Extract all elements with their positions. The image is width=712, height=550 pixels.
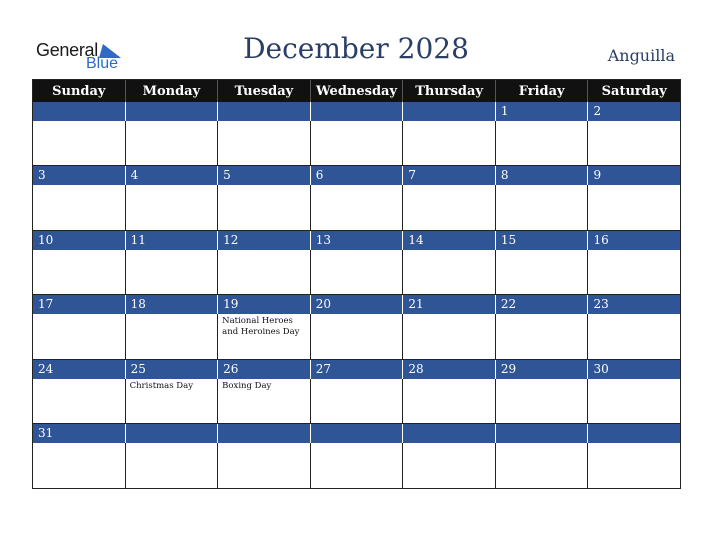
weekday-header-row [33, 80, 680, 102]
weekday-tuesday: Tuesday [217, 80, 310, 102]
day-number: 20 [310, 295, 403, 314]
week-row [33, 360, 680, 424]
day-cell [402, 250, 495, 294]
day-cell [402, 121, 495, 165]
day-number [217, 424, 310, 443]
day-cell [402, 379, 495, 423]
day-number: 22 [495, 295, 588, 314]
day-number: 12 [217, 231, 310, 250]
day-cell [125, 121, 218, 165]
day-number: 2 [587, 102, 680, 121]
day-cell [587, 314, 680, 358]
day-number [495, 424, 588, 443]
day-cell [125, 314, 218, 358]
calendar-grid [32, 79, 681, 489]
day-number [310, 102, 403, 121]
week-body [33, 250, 680, 295]
weekday-thursday: Thursday [402, 80, 495, 102]
day-cell [217, 185, 310, 229]
day-cell [495, 314, 588, 358]
day-number [402, 424, 495, 443]
day-cell [495, 379, 588, 423]
day-number: 3 [38, 168, 46, 183]
day-number: 1 [495, 102, 588, 121]
day-number: 21 [402, 295, 495, 314]
day-number: 27 [310, 360, 403, 379]
day-cell [402, 314, 495, 358]
day-cell [495, 185, 588, 229]
week-date-bar [33, 360, 680, 379]
weekday-monday: Monday [125, 80, 218, 102]
day-cell [310, 250, 403, 294]
day-number: 25 [125, 360, 218, 379]
day-number [33, 102, 125, 121]
day-cell: Christmas Day [125, 379, 218, 423]
day-cell [125, 443, 218, 488]
logo-word-blue: Blue [86, 55, 119, 72]
week-row [33, 231, 680, 295]
day-cell [217, 443, 310, 488]
weekday-wednesday: Wednesday [310, 80, 403, 102]
day-number: 14 [402, 231, 495, 250]
day-number: 9 [587, 166, 680, 185]
day-number: 7 [402, 166, 495, 185]
day-cell [495, 121, 588, 165]
day-number: 4 [125, 166, 218, 185]
week-body [33, 185, 680, 230]
week-body [33, 121, 680, 166]
day-cell [33, 185, 125, 229]
day-cell [402, 443, 495, 488]
day-cell [33, 443, 125, 488]
day-cell [587, 443, 680, 488]
week-date-bar [33, 166, 680, 185]
day-number [402, 102, 495, 121]
week-row [33, 166, 680, 230]
week-row [33, 295, 680, 359]
day-cell [587, 121, 680, 165]
day-number: 31 [38, 425, 54, 440]
day-cell [310, 185, 403, 229]
week-row [33, 424, 680, 488]
day-number: 6 [310, 166, 403, 185]
week-body [33, 443, 680, 488]
day-cell: National Heroes and Heroines Day [217, 314, 310, 358]
week-rows [33, 102, 680, 488]
day-cell [125, 250, 218, 294]
week-body [33, 379, 680, 424]
day-cell [217, 250, 310, 294]
day-cell [402, 185, 495, 229]
day-number [217, 102, 310, 121]
calendar-title: December 2028 [243, 32, 469, 65]
day-cell [495, 250, 588, 294]
day-number: 30 [587, 360, 680, 379]
day-number: 19 [217, 295, 310, 314]
week-date-bar [33, 102, 680, 121]
day-cell [587, 185, 680, 229]
day-cell [310, 314, 403, 358]
day-cell [587, 250, 680, 294]
week-date-bar [33, 231, 680, 250]
day-number [125, 102, 218, 121]
day-cell [33, 121, 125, 165]
day-number: 26 [217, 360, 310, 379]
day-number: 5 [217, 166, 310, 185]
day-number [587, 424, 680, 443]
day-number [310, 424, 403, 443]
day-cell [495, 443, 588, 488]
day-cell [125, 185, 218, 229]
day-number: 17 [38, 297, 54, 312]
day-cell [587, 379, 680, 423]
week-date-bar [33, 295, 680, 314]
day-number: 16 [587, 231, 680, 250]
day-number: 13 [310, 231, 403, 250]
day-cell: Boxing Day [217, 379, 310, 423]
day-number [125, 424, 218, 443]
day-cell [33, 314, 125, 358]
weekday-saturday: Saturday [587, 80, 680, 102]
day-cell [33, 250, 125, 294]
weekday-friday: Friday [495, 80, 588, 102]
day-cell [310, 443, 403, 488]
week-row [33, 102, 680, 166]
day-number: 11 [125, 231, 218, 250]
day-cell [310, 379, 403, 423]
day-number: 23 [587, 295, 680, 314]
logo-word-general: General [36, 40, 98, 60]
day-number: 24 [38, 361, 54, 376]
day-number: 8 [495, 166, 588, 185]
day-number: 18 [125, 295, 218, 314]
week-body [33, 314, 680, 359]
weekday-sunday: Sunday [52, 83, 106, 99]
country-name: Anguilla [607, 46, 675, 65]
day-number: 15 [495, 231, 588, 250]
day-cell [310, 121, 403, 165]
day-number: 29 [495, 360, 588, 379]
day-cell [33, 379, 125, 423]
day-cell [217, 121, 310, 165]
day-number: 10 [38, 232, 54, 247]
week-date-bar [33, 424, 680, 443]
day-number: 28 [402, 360, 495, 379]
